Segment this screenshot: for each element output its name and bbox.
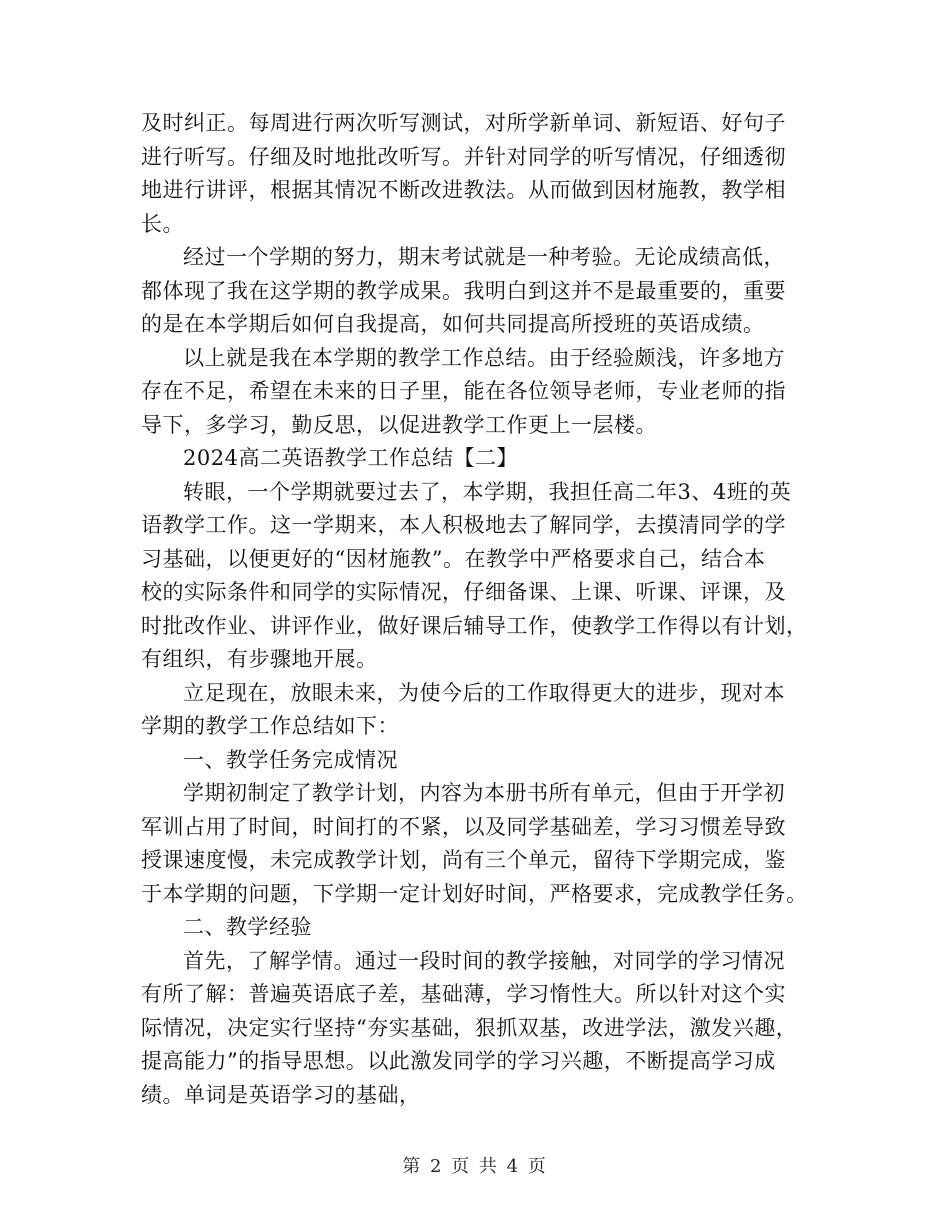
- text-line: 时批改作业、讲评作业，做好课后辅导工作，使教学工作得以有计划，: [141, 613, 808, 638]
- text-line: 校的实际条件和同学的实际情况，仔细备课、上课、听课、评课，及: [141, 580, 786, 604]
- page-number-footer: 第 2 页 共 4 页: [402, 1156, 548, 1177]
- document-body: [141, 107, 809, 1112]
- text-line: 学期初制定了教学计划，内容为本册书所有单元，但由于开学初: [183, 781, 785, 805]
- text-line: 2024高二英语教学工作总结【二】: [183, 446, 518, 470]
- text-line: 提高能力”的指导思想。以此激发同学的学习兴趣，不断提高学习成: [141, 1049, 776, 1073]
- text-line: 有所了解：普遍英语底子差，基础薄，学习惰性大。所以针对这个实: [141, 982, 786, 1006]
- text-line: 立足现在，放眼未来，为使今后的工作取得更大的进步，现对本: [183, 680, 785, 705]
- text-line: 地进行讲评，根据其情况不断改进教法。从而做到因材施教，教学相: [141, 178, 786, 202]
- text-line: 首先，了解学情。通过一段时间的教学接触，对同学的学习情况: [183, 948, 785, 973]
- text-line: 绩。单词是英语学习的基础，: [141, 1082, 421, 1107]
- text-line: 转眼，一个学期就要过去了，本学期，我担任高二年3、4班的英: [183, 479, 792, 504]
- text-line: 学期的教学工作总结如下：: [141, 714, 399, 738]
- text-line: 一、教学任务完成情况: [183, 747, 398, 772]
- text-line: 进行听写。仔细及时地批改听写。并针对同学的听写情况，仔细透彻: [141, 144, 786, 169]
- text-line: 际情况，决定实行坚持“夯实基础，狠抓双基，改进学法，激发兴趣，: [141, 1015, 798, 1040]
- text-line: 及时纠正。每周进行两次听写测试，对所学新单词、新短语、好句子: [141, 111, 786, 135]
- text-line: 有组织，有步骤地开展。: [141, 647, 378, 671]
- text-line: 长。: [141, 211, 184, 236]
- text-line: 的是在本学期后如何自我提高，如何共同提高所授班的英语成绩。: [141, 312, 765, 336]
- text-line: 军训占用了时间，时间打的不紧，以及同学基础差，学习习惯差导致: [141, 814, 786, 839]
- text-line: 都体现了我在这学期的教学成果。我明白到这并不是最重要的，重要: [141, 278, 786, 303]
- text-line: 二、教学经验: [183, 915, 312, 939]
- text-line: 于本学期的问题，下学期一定计划好时间，严格要求，完成教学任务。: [141, 881, 808, 906]
- text-line: 经过一个学期的努力，期末考试就是一种考验。无论成绩高低，: [183, 245, 785, 269]
- text-line: 导下，多学习，勤反思，以促进教学工作更上一层楼。: [141, 412, 657, 437]
- text-line: 授课速度慢，未完成教学计划，尚有三个单元，留待下学期完成，鉴: [141, 848, 786, 872]
- text-line: 语教学工作。这一学期来，本人积极地去了解同学，去摸清同学的学: [141, 513, 786, 537]
- text-line: 以上就是我在本学期的教学工作总结。由于经验颇浅，许多地方: [183, 345, 785, 370]
- text-line: 习基础，以便更好的“因材施教”。在教学中严格要求自己，结合本: [141, 546, 766, 571]
- text-line: 存在不足，希望在未来的日子里，能在各位领导老师，专业老师的指: [141, 379, 786, 403]
